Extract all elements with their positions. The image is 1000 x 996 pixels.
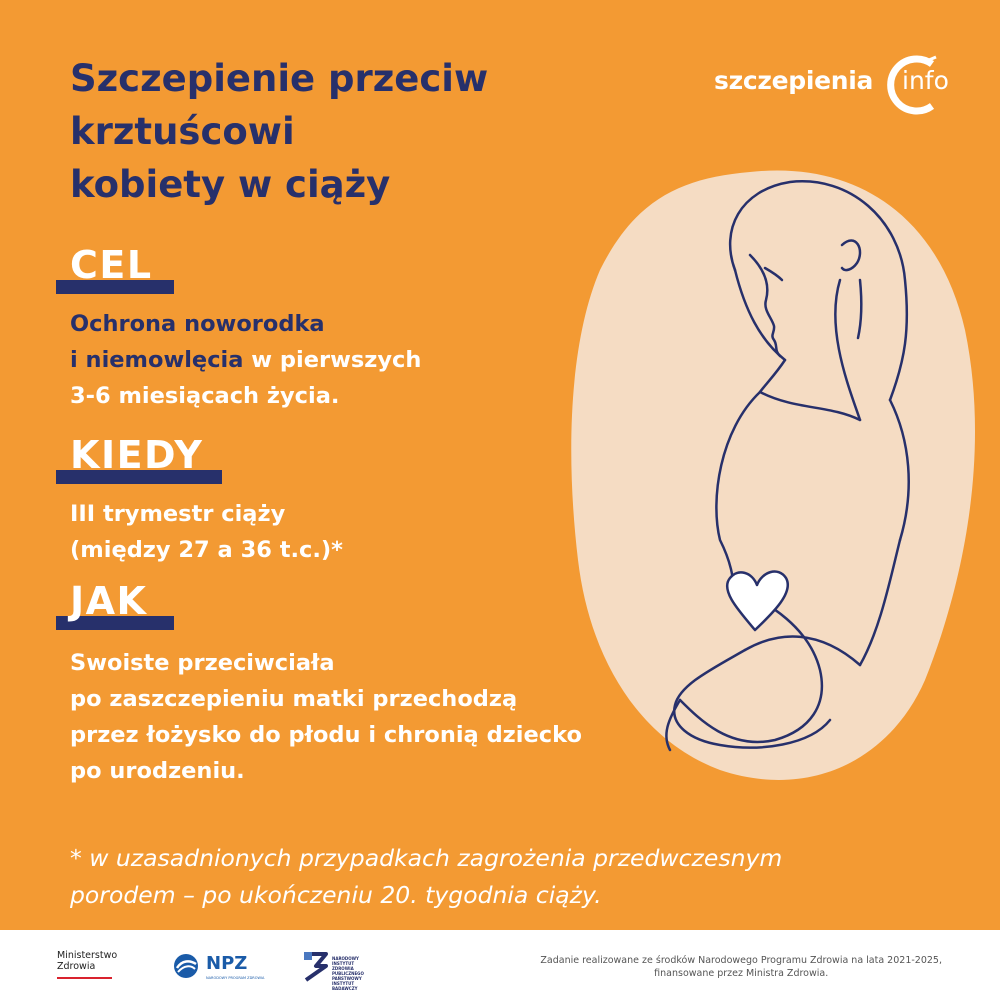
section-label-kiedy xyxy=(56,434,222,484)
kiedy-line-1: III trymestr ciąży xyxy=(70,501,286,527)
footnote-line-1: * w uzasadnionych przypadkach zagrożenia przedwczesnym xyxy=(70,844,783,872)
footnote-line-2: porodem – po ukończeniu 20. tygodnia ciąży. xyxy=(70,881,602,909)
nizp-icon xyxy=(302,950,330,984)
funding-line-2: finansowane przez Ministra Zdrowia. xyxy=(654,968,829,979)
title-line-1: Szczepienie przeciw xyxy=(70,57,489,100)
jak-line-3: przez łożysko do płodu i chronią dziecko xyxy=(70,722,582,748)
ministry-of-health-logo xyxy=(57,950,117,979)
funding-note xyxy=(540,954,942,980)
nizp-line: BADAWCZY xyxy=(332,986,358,991)
ministry-line-1: Ministerstwo xyxy=(57,950,118,961)
npz-icon xyxy=(172,952,202,980)
cel-description xyxy=(70,306,421,414)
label-text-cel: CEL xyxy=(70,243,153,287)
nizp-text xyxy=(332,956,372,991)
title-line-3: kobiety w ciąży xyxy=(70,163,391,206)
nizp-line: PUBLICZNEGO xyxy=(332,971,364,976)
cel-line-1: Ochrona noworodka xyxy=(70,311,325,337)
section-label-cel xyxy=(56,244,174,294)
cel-line-2-light: w pierwszych xyxy=(243,347,422,373)
jak-line-4: po urodzeniu. xyxy=(70,758,245,784)
title-line-2: krztuścowi xyxy=(70,110,295,153)
kiedy-line-2: (między 27 a 36 t.c.)* xyxy=(70,537,343,563)
footnote xyxy=(70,840,782,914)
funding-line-1: Zadanie realizowane ze środków Narodowego Programu Zdrowia na lata 2021-2025, xyxy=(540,955,942,966)
logo-text-main: szczepienia xyxy=(714,66,874,95)
cel-line-3: 3-6 miesiącach życia. xyxy=(70,383,340,409)
kiedy-description xyxy=(70,496,343,568)
pregnant-woman-illustration xyxy=(560,160,980,800)
npz-label: NPZ xyxy=(206,953,248,974)
footer xyxy=(0,930,1000,996)
nizp-line: INSTYTUT xyxy=(332,961,355,966)
logo-text-info: info xyxy=(902,66,949,95)
page-title xyxy=(70,52,488,211)
szczepienia-info-logo xyxy=(714,54,964,114)
nizp-line: PAŃSTWOWY INSTYTUT xyxy=(332,976,362,986)
section-label-jak xyxy=(56,580,174,630)
npz-sub: NARODOWY PROGRAM ZDROWIA xyxy=(206,976,265,980)
nizp-line: ZDROWIA xyxy=(332,966,354,971)
npz-logo xyxy=(172,952,265,980)
ministry-red-line xyxy=(57,977,112,979)
jak-line-1: Swoiste przeciwciała xyxy=(70,650,335,676)
cel-line-2-dark: i niemowlęcia xyxy=(70,347,244,373)
ministry-line-2: Zdrowia xyxy=(57,961,96,972)
label-text-jak: JAK xyxy=(70,579,148,623)
nizp-line: NARODOWY xyxy=(332,956,359,961)
jak-line-2: po zaszczepieniu matki przechodzą xyxy=(70,686,518,712)
jak-description xyxy=(70,645,582,789)
nizp-logo xyxy=(302,950,372,991)
label-text-kiedy: KIEDY xyxy=(70,433,204,477)
